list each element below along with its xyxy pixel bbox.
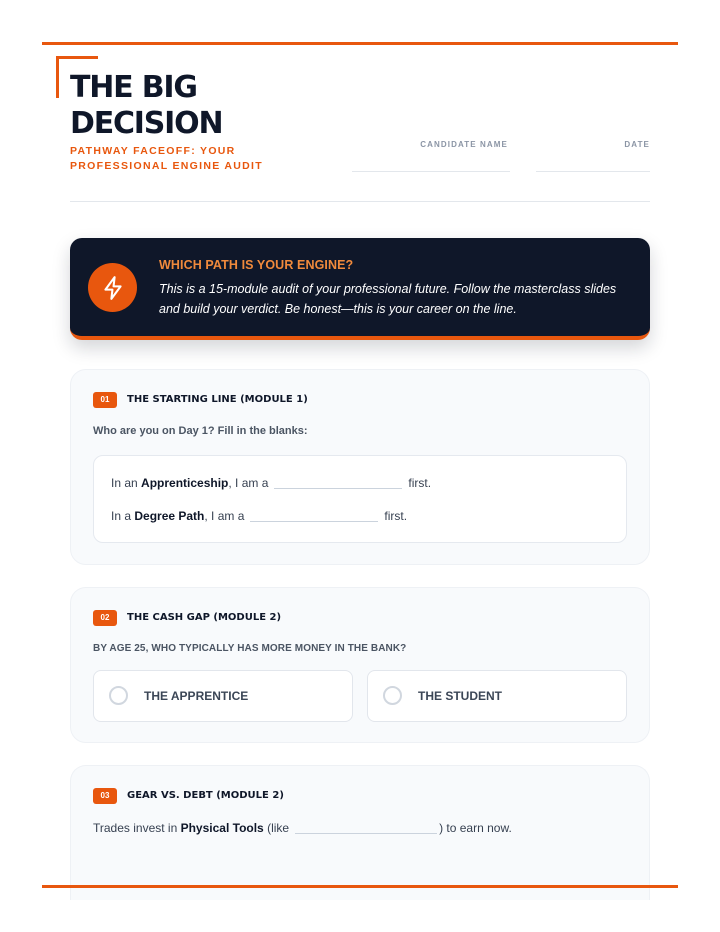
module-title: THE CASH GAP (MODULE 2) — [127, 612, 282, 623]
sentence-text: first. — [384, 509, 408, 523]
candidate-name-label: CANDIDATE NAME — [420, 140, 508, 149]
option-student[interactable] — [367, 670, 627, 722]
module-number-badge: 02 — [93, 610, 117, 626]
sentence-keyword: Apprenticeship — [141, 476, 229, 490]
option-label: THE APPRENTICE — [144, 689, 249, 703]
radio-button[interactable] — [383, 686, 402, 705]
top-rule — [42, 42, 678, 45]
option-label: THE STUDENT — [418, 689, 502, 703]
bottom-rule — [42, 885, 678, 888]
option-apprentice[interactable] — [93, 670, 353, 722]
banner-text: This is a 15-module audit of your professional future. Follow the masterclass slides and build your verdict. Be honest—this is your career on the line. — [159, 282, 617, 316]
date-label: DATE — [624, 140, 650, 149]
header-divider — [70, 201, 650, 202]
page-title — [70, 70, 340, 142]
sentence-text: (like — [263, 821, 290, 835]
lightning-bolt-icon — [88, 263, 137, 312]
module-title: GEAR VS. DEBT (MODULE 2) — [127, 790, 284, 801]
sentence-text: , I am a — [228, 476, 269, 490]
answer-blank[interactable] — [250, 521, 378, 522]
sentence-text: first. — [408, 476, 432, 490]
title-line-2: DECISION — [70, 106, 223, 141]
candidate-name-line[interactable] — [352, 171, 510, 172]
date-field[interactable] — [536, 140, 650, 149]
module-prompt: BY AGE 25, WHO TYPICALLY HAS MORE MONEY IN THE BANK? — [93, 643, 407, 654]
module-card-3 — [70, 765, 650, 900]
fill-in-blanks-box — [93, 455, 627, 543]
page-subtitle: PATHWAY FACEOFF: YOUR PROFESSIONAL ENGINE AUDIT — [70, 145, 263, 172]
sentence-text: , I am a — [204, 509, 245, 523]
title-line-1: THE BIG — [70, 70, 197, 105]
candidate-name-field[interactable] — [352, 140, 510, 149]
intro-banner — [70, 238, 650, 340]
sentence-text: In an — [111, 476, 142, 490]
sentence-text: In a — [111, 509, 135, 523]
sentence-text: ) to earn now. — [439, 821, 512, 835]
module-title: THE STARTING LINE (MODULE 1) — [127, 394, 308, 405]
date-line[interactable] — [536, 171, 650, 172]
answer-blank[interactable] — [274, 488, 402, 489]
radio-button[interactable] — [109, 686, 128, 705]
sentence-text: Trades invest in — [93, 821, 181, 835]
sentence-keyword: Degree Path — [134, 509, 205, 523]
module-card-2 — [70, 587, 650, 743]
answer-blank[interactable] — [295, 833, 437, 834]
sentence-keyword: Physical Tools — [180, 821, 264, 835]
module-number-badge: 01 — [93, 392, 117, 408]
blank-sentence — [111, 476, 431, 490]
blank-sentence — [93, 821, 512, 835]
blank-sentence — [111, 509, 407, 523]
banner-title: WHICH PATH IS YOUR ENGINE? — [159, 258, 354, 272]
module-prompt: Who are you on Day 1? Fill in the blanks: — [93, 425, 308, 437]
module-number-badge: 03 — [93, 788, 117, 804]
module-card-1 — [70, 369, 650, 565]
